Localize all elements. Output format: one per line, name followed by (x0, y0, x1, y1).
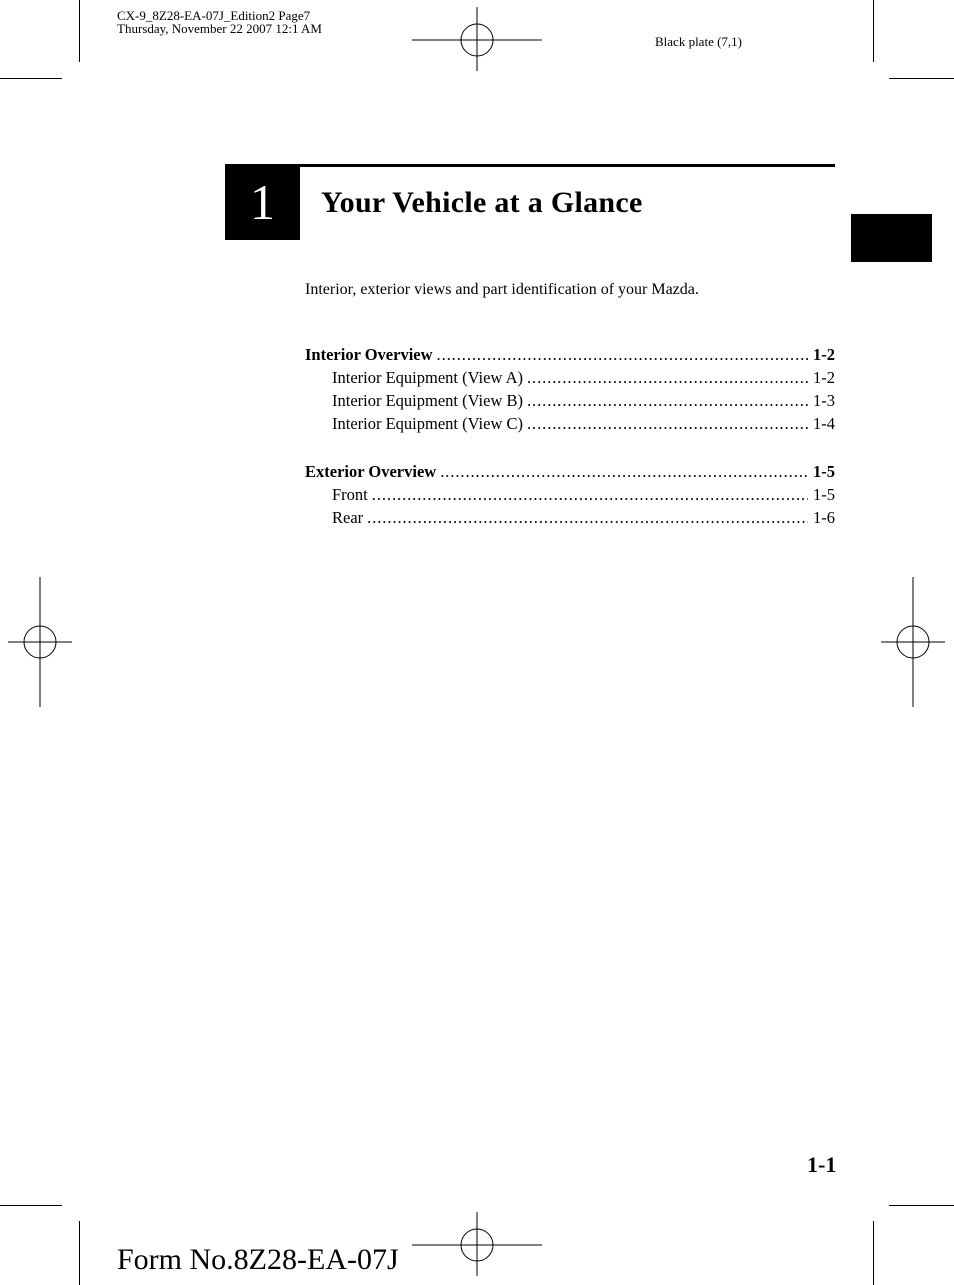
toc-entry-page: 1-2 (813, 368, 835, 387)
toc-entry-view-b[interactable] (305, 389, 835, 412)
registration-mark-bottom (412, 1212, 542, 1276)
chapter-intro: Interior, exterior views and part identification of your Mazda. (305, 281, 699, 298)
registration-mark-right (881, 577, 945, 707)
registration-mark-left (8, 577, 72, 707)
toc-entry-label: Exterior Overview (305, 462, 437, 481)
leader-dots (527, 366, 808, 389)
toc-entry-front[interactable] (305, 483, 835, 506)
toc-interior-section (305, 343, 835, 435)
toc-entry-label: Interior Overview (305, 345, 433, 364)
leader-dots (527, 412, 808, 435)
toc-entry-rear[interactable] (305, 506, 835, 529)
toc-entry-view-a[interactable] (305, 366, 835, 389)
toc-entry-page: 1-2 (813, 345, 835, 364)
toc-entry-page: 1-4 (813, 414, 835, 433)
chapter-title: Your Vehicle at a Glance (321, 186, 643, 219)
chapter-thumb-tab (851, 214, 932, 262)
leader-dots (437, 343, 808, 366)
leader-dots (372, 483, 808, 506)
toc-entry-label: Interior Equipment (View A) (332, 368, 523, 387)
toc-entry-label: Rear (332, 508, 364, 527)
registration-mark-top (412, 7, 542, 71)
print-file-label: CX-9_8Z28-EA-07J_Edition2 Page7 (117, 8, 311, 23)
toc-entry-page: 1-5 (813, 462, 835, 481)
toc-entry-exterior-overview[interactable] (305, 460, 835, 483)
chapter-rule (300, 164, 835, 167)
leader-dots (440, 460, 808, 483)
form-number: Form No.8Z28-EA-07J (117, 1243, 399, 1276)
toc-entry-view-c[interactable] (305, 412, 835, 435)
leader-dots (527, 389, 808, 412)
toc-exterior-section (305, 460, 835, 529)
toc-entry-label: Interior Equipment (View B) (332, 391, 523, 410)
chapter-number: 1 (225, 164, 300, 240)
plate-label: Black plate (7,1) (655, 34, 742, 49)
toc-entry-label: Front (332, 485, 368, 504)
print-date-label: Thursday, November 22 2007 12:1 AM (117, 21, 322, 36)
toc-entry-page: 1-6 (813, 508, 835, 527)
toc-entry-label: Interior Equipment (View C) (332, 414, 523, 433)
page-number: 1-1 (807, 1152, 837, 1177)
toc-entry-interior-overview[interactable] (305, 343, 835, 366)
leader-dots (367, 506, 808, 529)
toc-entry-page: 1-5 (813, 485, 835, 504)
toc-entry-page: 1-3 (813, 391, 835, 410)
